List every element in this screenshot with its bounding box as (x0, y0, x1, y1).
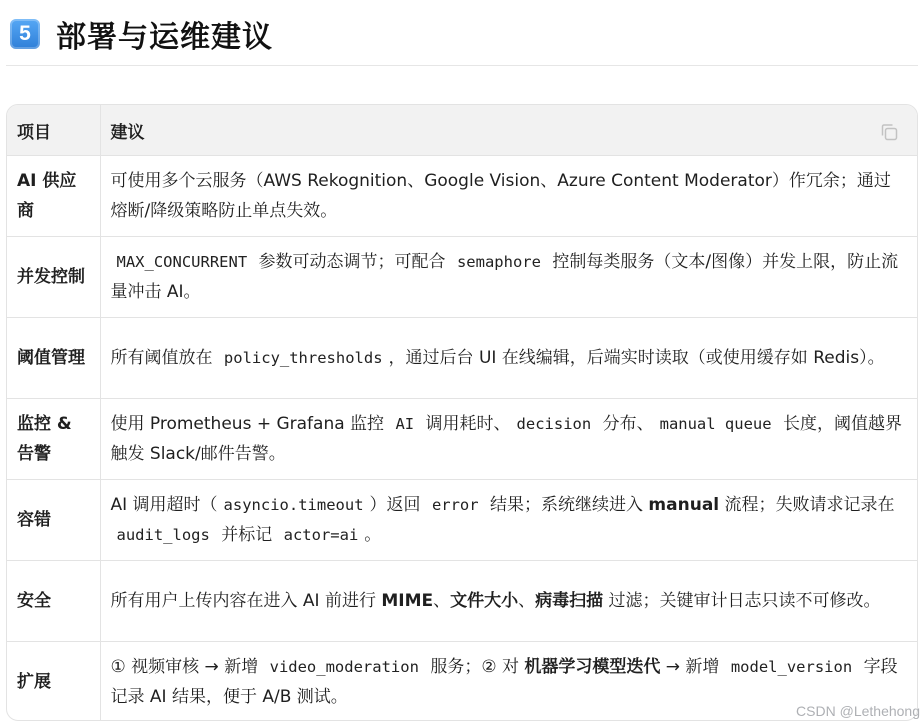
table-row (7, 318, 917, 399)
row-item-label: 安全 (7, 561, 100, 642)
section-heading (10, 12, 273, 56)
table-header-row (7, 105, 917, 156)
bold-text: 文件大小 (450, 590, 519, 611)
recommendations-table (6, 104, 918, 721)
inline-code: model_version (730, 657, 853, 676)
advice-text: 所有用户上传内容在进入 AI 前进行 (110, 590, 382, 611)
advice-text: 并标记 (215, 524, 278, 545)
inline-code: semaphore (456, 252, 541, 271)
row-advice (100, 642, 917, 722)
section-title: 部署与运维建议 (56, 20, 273, 55)
table-row (7, 156, 917, 237)
advice-text: 流程；失败请求记录在 (719, 494, 895, 515)
column-header-advice-label: 建议 (110, 122, 145, 143)
row-advice (100, 318, 917, 399)
advice-text: 控制每类服务（文本/图像）并发上限，防止流量冲击 AI。 (110, 251, 899, 302)
advice-text: → 新增 (660, 656, 725, 677)
copy-icon[interactable] (879, 122, 899, 142)
advice-text: 。 (364, 524, 382, 545)
table-row (7, 561, 917, 642)
table-row (7, 642, 917, 722)
advice-text: 参数可动态调节；可配合 (253, 251, 451, 272)
row-item-label: AI 供应商 (7, 156, 100, 237)
advice-text: 、 (518, 590, 536, 611)
inline-code: manual queue (659, 414, 772, 433)
inline-code: policy_thresholds (223, 348, 383, 367)
advice-text: 调用耗时、 (420, 413, 511, 434)
advice-text: 所有阈值放在 (110, 347, 218, 368)
advice-text: 结果；系统继续进入 (484, 494, 649, 515)
advice-text: ）返回 (369, 494, 426, 515)
advice-text: ① 视频审核 → 新增 (110, 656, 264, 677)
column-header-advice (100, 105, 917, 156)
row-advice (100, 156, 917, 237)
advice-text: 字段记录 AI 结果，便于 A/B 测试。 (110, 656, 898, 707)
inline-code: audit_logs (116, 525, 210, 544)
table-row (7, 480, 917, 561)
inline-code: decision (516, 414, 592, 433)
number-badge-icon: 5 (10, 19, 40, 49)
inline-code: actor=ai (283, 525, 359, 544)
inline-code: asyncio.timeout (223, 495, 364, 514)
bold-text: MIME (381, 590, 434, 611)
row-advice (100, 480, 917, 561)
inline-code: error (431, 495, 479, 514)
bold-text: 机器学习模型迭代 (524, 656, 661, 677)
divider (6, 65, 918, 66)
advice-text: ，通过后台 UI 在线编辑，后端实时读取（或使用缓存如 Redis）。 (388, 347, 885, 368)
advice-text: 长度，阈值越界触发 Slack/邮件告警。 (110, 413, 902, 464)
advice-text: 过滤；关键审计日志只读不可修改。 (603, 590, 881, 611)
row-item-label: 扩展 (7, 642, 100, 722)
advice-text: 分布、 (597, 413, 654, 434)
row-item-label: 并发控制 (7, 237, 100, 318)
inline-code: AI (395, 414, 415, 433)
bold-text: manual (648, 494, 720, 515)
row-item-label: 容错 (7, 480, 100, 561)
row-advice (100, 237, 917, 318)
advice-text: 可使用多个云服务（AWS Rekognition、Google Vision、Azure Content Moderator）作冗余；通过熔断/降级策略防止单点失效。 (110, 170, 891, 221)
table-row (7, 399, 917, 480)
inline-code: MAX_CONCURRENT (116, 252, 248, 271)
column-header-item: 项目 (7, 105, 100, 156)
table-row (7, 237, 917, 318)
advice-text: 使用 Prometheus + Grafana 监控 (110, 413, 390, 434)
row-advice (100, 399, 917, 480)
watermark: CSDN @Lethehong (796, 703, 920, 719)
advice-text: 、 (433, 590, 451, 611)
advice-text: AI 调用超时（ (110, 494, 218, 515)
row-advice (100, 561, 917, 642)
row-item-label: 监控 & 告警 (7, 399, 100, 480)
bold-text: 病毒扫描 (535, 590, 604, 611)
inline-code: video_moderation (269, 657, 419, 676)
advice-text: 服务；② 对 (424, 656, 525, 677)
row-item-label: 阈值管理 (7, 318, 100, 399)
